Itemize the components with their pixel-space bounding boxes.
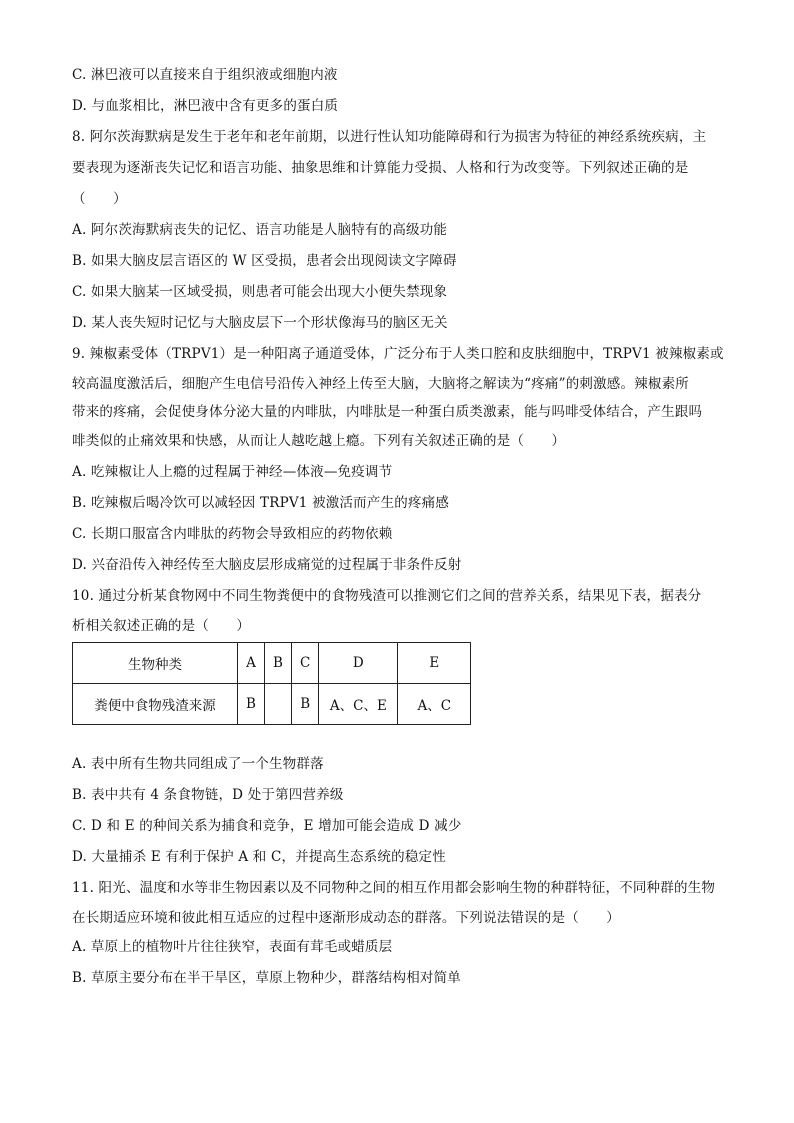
q9-stem-line: 9. 辣椒素受体（TRPV1）是一种阳离子通道受体，广泛分布于人类口腔和皮肤细胞中，TRPV1 被辣椒素或 — [72, 346, 724, 362]
table-cell — [265, 684, 292, 725]
q8-option-a: A. 阿尔茨海默病丧失的记忆、语言功能是人脑特有的高级功能 — [72, 222, 448, 238]
q9-option-c: C. 长期口服富含内啡肽的药物会导致相应的药物依赖 — [72, 526, 393, 542]
q9-stem-line: 啡类似的止痛效果和快感，从而让人越吃越上瘾。下列有关叙述正确的是（ ） — [72, 433, 566, 449]
q8-option-c: C. 如果大脑某一区域受损，则患者可能会出现大小便失禁现象 — [72, 284, 448, 300]
q10-option-d: D. 大量捕杀 E 有利于保护 A 和 C，并提高生态系统的稳定性 — [72, 849, 446, 865]
q8-stem-line: 要表现为逐渐丧失记忆和语言功能、抽象思维和计算能力受损、人格和行为改变等。下列叙述正确的是 — [72, 160, 689, 176]
q11-stem-line: 11. 阳光、温度和水等非生物因素以及不同物种之间的相互作用都会影响生物的种群特征，不同种群的生物 — [72, 880, 716, 896]
q10-stem-line: 析相关叙述正确的是（ ） — [72, 618, 251, 634]
question-8 — [72, 122, 732, 339]
table-header-cell: D — [319, 643, 398, 684]
table-cell: B — [292, 684, 319, 725]
option-d-prev: D. 与血浆相比，淋巴液中含有更多的蛋白质 — [72, 98, 339, 114]
question-9 — [72, 339, 732, 581]
q8-option-b: B. 如果大脑皮层言语区的 W 区受损，患者会出现阅读文字障碍 — [72, 253, 457, 269]
q9-option-d: D. 兴奋沿传入神经传至大脑皮层形成痛觉的过程属于非条件反射 — [72, 557, 462, 573]
table-header-cell: B — [265, 643, 292, 684]
q8-stem-line: （ ） — [72, 191, 127, 207]
q9-option-b: B. 吃辣椒后喝冷饮可以减轻因 TRPV1 被激活而产生的疼痛感 — [72, 495, 450, 511]
q8-option-d: D. 某人丧失短时记忆与大脑皮层下一个形状像海马的脑区无关 — [72, 315, 448, 331]
q10-option-c: C. D 和 E 的种间关系为捕食和竞争，E 增加可能会造成 D 减少 — [72, 818, 462, 834]
q11-option-b: B. 草原主要分布在半干旱区，草原上物种少，群落结构相对简单 — [72, 970, 462, 986]
q8-stem-line: 8. 阿尔茨海默病是发生于老年和老年前期，以进行性认知功能障碍和行为损害为特征的神经系统疾病，主 — [72, 129, 707, 145]
q11-stem-line: 在长期适应环境和彼此相互适应的过程中逐渐形成动态的群落。下列说法错误的是（ ） — [72, 910, 620, 926]
q10-option-a: A. 表中所有生物共同组成了一个生物群落 — [72, 756, 324, 772]
q9-stem-line: 较高温度激活后，细胞产生电信号沿传入神经上传至大脑，大脑将之解读为“疼痛”的刺激感。辣椒素所 — [72, 376, 690, 392]
question-10 — [72, 581, 732, 873]
q9-stem-line: 带来的疼痛，会促使身体分泌大量的内啡肽，内啡肽是一种蛋白质类激素，能与吗啡受体结合，产生跟吗 — [72, 404, 703, 420]
table-cell: 粪便中食物残渣来源 — [73, 684, 238, 725]
table-cell: A、C — [398, 684, 471, 725]
table-header-cell: 生物种类 — [73, 643, 238, 684]
table-header-cell: E — [398, 643, 471, 684]
option-c-prev: C. 淋巴液可以直接来自于组织液或细胞内液 — [72, 67, 338, 83]
table-header-cell: A — [238, 643, 265, 684]
table-cell: A、C、E — [319, 684, 398, 725]
q9-option-a: A. 吃辣椒让人上瘾的过程属于神经—体液—免疫调节 — [72, 464, 393, 480]
food-residue-table — [72, 642, 471, 725]
table-cell: B — [238, 684, 265, 725]
q10-stem-line: 10. 通过分析某食物网中不同生物粪便中的食物残渣可以推测它们之间的营养关系，结果见下表，据表分 — [72, 588, 702, 604]
question-11 — [72, 873, 732, 994]
table-header-row — [73, 643, 471, 684]
q11-option-a: A. 草原上的植物叶片往往狭窄，表面有茸毛或蜡质层 — [72, 939, 393, 955]
q10-option-b: B. 表中共有 4 条食物链，D 处于第四营养级 — [72, 787, 344, 803]
table-row — [73, 684, 471, 725]
exam-page — [72, 60, 732, 994]
table-header-cell: C — [292, 643, 319, 684]
